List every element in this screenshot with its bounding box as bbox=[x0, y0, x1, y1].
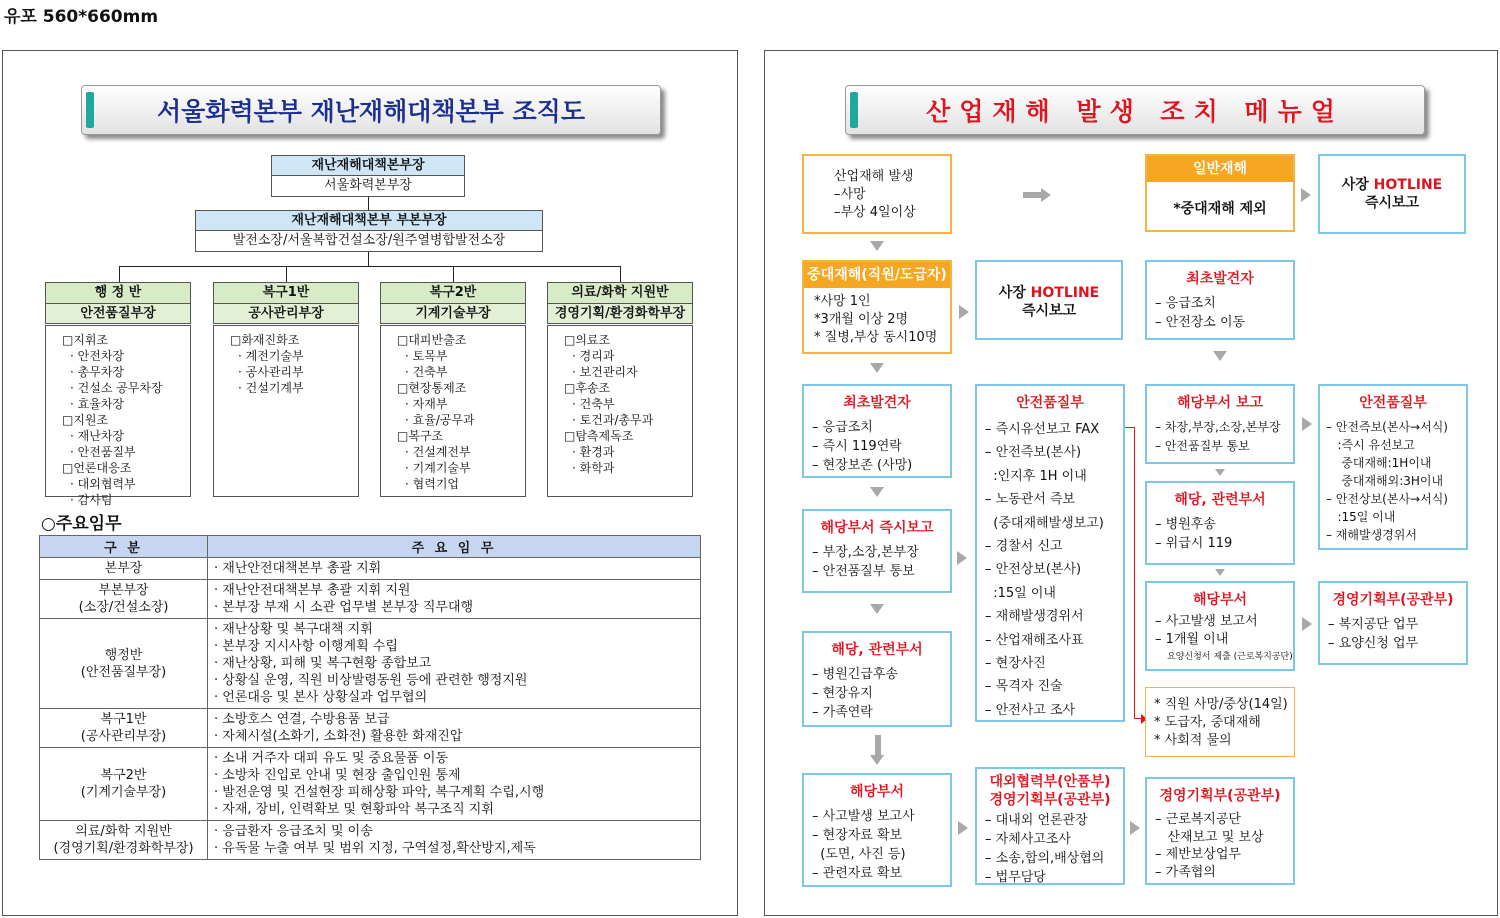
box-note: 요양신청서 제출 (근로복지공단) bbox=[1167, 652, 1293, 662]
team-item: · 협력기업 bbox=[405, 477, 459, 491]
duty-category: 본부장 bbox=[40, 558, 208, 580]
hotline-label: 사장 bbox=[1341, 177, 1374, 193]
title-accent-tab bbox=[86, 92, 94, 128]
duty-task: · 자재, 장비, 인력확보 및 현황파악 복구조직 지휘 bbox=[214, 802, 494, 817]
arrow-down bbox=[1215, 469, 1225, 476]
box-line: :15일 이내 bbox=[985, 585, 1056, 601]
dept-left-box bbox=[802, 773, 952, 887]
box-line: – 산업재해조사표 bbox=[985, 632, 1084, 648]
team-item: · 계전기술부 bbox=[238, 349, 304, 363]
dept-report-right-box bbox=[1145, 384, 1295, 464]
duty-category: 복구2반 (기계기술부장) bbox=[40, 748, 208, 821]
box-line: – 즉시 119연락 bbox=[812, 439, 902, 454]
note-line: * 사회적 물의 bbox=[1154, 733, 1232, 748]
duty-task: · 본부장 부재 시 소관 업무별 본부장 직무대행 bbox=[214, 600, 474, 615]
arrow-down bbox=[870, 755, 884, 765]
box-line: – 안전상보(본사) bbox=[985, 562, 1082, 578]
box-line: – 위급시 119 bbox=[1155, 536, 1233, 551]
hotline-box-1 bbox=[1318, 154, 1466, 234]
safety-right-box bbox=[1318, 384, 1468, 550]
box-body bbox=[1320, 609, 1466, 653]
box-line: – 안전사고 조사 bbox=[985, 702, 1076, 718]
box-line: – 안전즉보(본사→서식) bbox=[1326, 420, 1448, 434]
connector bbox=[453, 266, 454, 282]
box-body bbox=[804, 801, 950, 883]
manual-title-text: 산업재해 발생 조치 메뉴얼 bbox=[926, 97, 1344, 126]
duty-category: 의료/화학 지원반 (경영기획/환경화학부장) bbox=[40, 821, 208, 860]
dept-right-box bbox=[1145, 581, 1295, 671]
table-row bbox=[40, 619, 701, 709]
team-list-recovery2 bbox=[380, 325, 526, 497]
box-head: 경영기획부(공관부) bbox=[989, 792, 1111, 808]
team-item: · 건설계전부 bbox=[405, 445, 471, 459]
general-body: *중대재해 제외 bbox=[1173, 201, 1267, 217]
team-lead: 공사관리부장 bbox=[214, 303, 358, 323]
connector bbox=[286, 266, 287, 282]
box-line: – 차장,부장,소장,본부장 bbox=[1155, 420, 1281, 434]
dept-related-left-box bbox=[802, 631, 952, 727]
box-line: – 복지공단 업무 bbox=[1328, 617, 1419, 632]
box-line: – 노동관서 즉보 bbox=[985, 492, 1076, 508]
mgmt-bottom-box bbox=[1145, 777, 1295, 885]
duty-task: · 본부장 지시사항 이행계획 수립 bbox=[214, 639, 398, 654]
box-body bbox=[804, 537, 950, 581]
team-item: · 공사관리부 bbox=[238, 365, 304, 379]
box-line: :즉시 유선보고 bbox=[1326, 438, 1415, 452]
duty-category: 부본부장 (소장/건설소장) bbox=[40, 580, 208, 619]
box-body bbox=[977, 809, 1123, 887]
box-line: – 현장유지 bbox=[812, 686, 873, 701]
arrow-right bbox=[1041, 188, 1051, 202]
team-item: · 경리과 bbox=[572, 349, 615, 363]
box-line: – 안전장소 이동 bbox=[1155, 315, 1246, 330]
team-item: · 총무차장 bbox=[70, 365, 124, 379]
box-line: – 근로복지공단 bbox=[1155, 812, 1241, 827]
team-lead: 기계기술부장 bbox=[381, 303, 525, 323]
team-item: □후송조 bbox=[564, 381, 611, 395]
box-line: – 자체사고조사 bbox=[985, 832, 1071, 847]
red-connector bbox=[1134, 427, 1135, 719]
note-line: * 도급자, 중대재해 bbox=[1154, 715, 1261, 730]
duty-task: · 응급환자 응급조치 및 이송 bbox=[214, 824, 373, 839]
box-line: – 즉시유선보고 FAX bbox=[985, 422, 1100, 437]
mgmt-right-box bbox=[1318, 581, 1468, 665]
box-body bbox=[1147, 509, 1293, 553]
serious-line: *사망 1인 bbox=[814, 294, 871, 309]
duty-task: · 자체시설(소화기, 소화전) 활용한 화재진압 bbox=[214, 729, 463, 744]
team-item: · 건설소 공무차장 bbox=[70, 381, 163, 395]
title-accent-tab bbox=[850, 92, 858, 128]
first-finder-right-box bbox=[1145, 260, 1295, 340]
box-line: – 목격자 진술 bbox=[985, 679, 1063, 695]
box-line: – 안전품질부 통보 bbox=[1155, 439, 1250, 453]
serious-box bbox=[802, 260, 952, 354]
table-row bbox=[40, 558, 701, 580]
arrow-right bbox=[1130, 821, 1140, 835]
team-item: · 환경과 bbox=[572, 445, 615, 459]
team-item: · 대외협력부 bbox=[70, 477, 136, 491]
deputy-box bbox=[195, 210, 543, 252]
start-line: 산업재해 발생 bbox=[834, 169, 914, 184]
arrow-right bbox=[1302, 617, 1312, 631]
team-head-admin bbox=[45, 282, 191, 324]
team-item: □탐측제독조 bbox=[564, 429, 634, 443]
team-item: · 토목부 bbox=[405, 349, 448, 363]
box-line: – 응급조치 bbox=[1155, 296, 1216, 311]
box-line: – 요양신청 업무 bbox=[1328, 636, 1419, 651]
duties-table bbox=[39, 535, 701, 860]
arrow-down bbox=[870, 363, 884, 373]
connector bbox=[620, 266, 621, 282]
box-line: – 안전즉보(본사) bbox=[985, 445, 1082, 461]
box-line: (도면, 사진 등) bbox=[812, 847, 906, 862]
hotline-action: 즉시보고 bbox=[1364, 195, 1420, 211]
dept-related-right-box bbox=[1145, 481, 1295, 565]
team-name: 의료/화학 지원반 bbox=[548, 283, 692, 303]
team-item: · 효율차장 bbox=[70, 397, 124, 411]
arrow-down bbox=[870, 604, 884, 614]
org-chart-title-text: 서울화력본부 재난재해대책본부 조직도 bbox=[157, 97, 585, 126]
team-list-medical bbox=[547, 325, 693, 497]
duty-task: · 재난상황 및 복구대책 지휘 bbox=[214, 622, 373, 637]
top-caption: 유포 560*660mm bbox=[4, 7, 159, 27]
head-person: 서울화력본부장 bbox=[324, 178, 412, 193]
duty-task: · 재난안전대책본부 총괄 지휘 지원 bbox=[214, 583, 411, 598]
box-line: – 병원후송 bbox=[1155, 517, 1216, 532]
team-name: 복구1반 bbox=[214, 283, 358, 303]
box-head: 해당, 관련부서 bbox=[1174, 492, 1266, 508]
arrow-right bbox=[959, 305, 969, 319]
box-line: – 현장자료 확보 bbox=[812, 828, 903, 843]
duty-tasks bbox=[208, 619, 701, 709]
duty-task: · 소방차 진입로 안내 및 현장 출입인원 통제 bbox=[214, 768, 461, 783]
arrow-right bbox=[957, 551, 967, 565]
manual-panel bbox=[764, 50, 1498, 916]
table-row bbox=[40, 748, 701, 821]
team-item: □지휘조 bbox=[62, 333, 109, 347]
box-head: 안전품질부 bbox=[1016, 395, 1084, 411]
team-item: □언론대응조 bbox=[62, 461, 132, 475]
box-body bbox=[804, 412, 950, 475]
team-item: □현장통제조 bbox=[397, 381, 467, 395]
box-body bbox=[804, 659, 950, 722]
box-head: 해당부서 보고 bbox=[1176, 395, 1264, 411]
box-body bbox=[1147, 288, 1293, 332]
duties-col-tasks: 주 요 임 무 bbox=[208, 536, 701, 558]
team-item: · 안전차장 bbox=[70, 349, 124, 363]
team-item: □화재진화조 bbox=[230, 333, 300, 347]
serious-line: *3개월 이상 2명 bbox=[814, 312, 909, 327]
box-line: :15일 이내 bbox=[1326, 510, 1396, 524]
box-head: 최초발견자 bbox=[843, 395, 911, 411]
duty-task: · 발전운영 및 건설현장 피해상황 파악, 복구계획 수립,시행 bbox=[214, 785, 545, 800]
serious-head: 중대재해(직원/도급자) bbox=[804, 262, 950, 288]
duties-col-category: 구 분 bbox=[40, 536, 208, 558]
team-item: · 건축부 bbox=[572, 397, 615, 411]
box-line: 중대재해외:3H이내 bbox=[1326, 474, 1444, 488]
box-line: – 제반보상업무 bbox=[1155, 847, 1241, 862]
team-item: □대피반출조 bbox=[397, 333, 467, 347]
safety-center-box bbox=[975, 384, 1125, 722]
box-line: – 가족연락 bbox=[812, 705, 873, 720]
arrow-down bbox=[870, 241, 884, 251]
start-box bbox=[802, 154, 952, 234]
head-role: 재난재해대책본부장 bbox=[272, 156, 464, 176]
deputy-role: 재난재해대책본부 부본부장 bbox=[196, 211, 542, 231]
connector bbox=[368, 252, 369, 266]
team-lead: 안전품질부장 bbox=[46, 303, 190, 323]
team-name: 행 정 반 bbox=[46, 283, 190, 303]
team-head-medical bbox=[547, 282, 693, 324]
arrow-stem bbox=[875, 735, 881, 755]
box-line: (중대재해발생보고) bbox=[985, 515, 1104, 531]
duties-heading: ○주요임무 bbox=[41, 514, 122, 534]
duty-tasks bbox=[208, 709, 701, 748]
serious-line: * 질병,부상 동시10명 bbox=[814, 330, 938, 345]
box-line: – 안전상보(본사→서식) bbox=[1326, 492, 1448, 506]
box-line: – 응급조치 bbox=[812, 420, 873, 435]
connector bbox=[119, 266, 621, 267]
box-body bbox=[1320, 412, 1466, 544]
box-line: – 재해발생경위서 bbox=[1326, 528, 1417, 542]
box-line: – 관련자료 확보 bbox=[812, 866, 903, 881]
team-item: □지원조 bbox=[62, 413, 109, 427]
team-item: · 감사팀 bbox=[70, 493, 113, 507]
team-item: □의료조 bbox=[564, 333, 611, 347]
box-line: – 사고발생 보고사 bbox=[812, 809, 915, 824]
box-body bbox=[1147, 412, 1293, 456]
duty-task: · 재난상황, 피해 및 복구현황 종합보고 bbox=[214, 656, 432, 671]
box-line: – 현장보존 (사망) bbox=[812, 458, 913, 473]
arrow-stem bbox=[1023, 192, 1041, 198]
team-item: · 재난차장 bbox=[70, 429, 124, 443]
table-row bbox=[40, 821, 701, 860]
box-body bbox=[1147, 609, 1293, 649]
box-line: 중대재해:1H이내 bbox=[1326, 456, 1432, 470]
box-head: 해당부서 즉시보고 bbox=[820, 520, 934, 536]
box-head: 경영기획부(공관부) bbox=[1332, 592, 1454, 608]
box-line: – 법무담당 bbox=[985, 870, 1046, 885]
team-item: □복구조 bbox=[397, 429, 444, 443]
box-head: 해당부서 bbox=[849, 784, 905, 800]
duty-tasks bbox=[208, 748, 701, 821]
connector bbox=[119, 266, 120, 282]
team-list-recovery1 bbox=[213, 325, 359, 497]
box-line: 산재보고 및 보상 bbox=[1155, 829, 1264, 845]
arrow-right bbox=[958, 821, 968, 835]
duty-task: · 언론대응 및 본사 상황실과 업무협의 bbox=[214, 690, 428, 705]
table-row bbox=[40, 709, 701, 748]
team-list-admin bbox=[45, 325, 191, 507]
start-line: –부상 4일이상 bbox=[834, 205, 916, 220]
team-item: · 건축부 bbox=[405, 365, 448, 379]
box-line: – 대내외 언론관장 bbox=[985, 813, 1088, 828]
box-line: – 사고발생 보고서 bbox=[1155, 614, 1258, 629]
box-head: 해당, 관련부서 bbox=[831, 642, 923, 658]
box-line: – 가족협의 bbox=[1155, 864, 1216, 880]
duty-task: · 상황실 운영, 직원 비상발령동원 등에 관련한 행정지원 bbox=[214, 673, 528, 688]
general-box bbox=[1145, 154, 1295, 232]
box-body bbox=[1147, 805, 1293, 881]
hotline-word: HOTLINE bbox=[1373, 177, 1443, 193]
first-finder-left-box bbox=[802, 384, 952, 478]
box-line: – 경찰서 신고 bbox=[985, 539, 1063, 555]
start-line: –사망 bbox=[834, 187, 866, 202]
box-head: 최초발견자 bbox=[1186, 271, 1254, 287]
team-item: · 토건과/총무과 bbox=[572, 413, 654, 427]
box-line: :인지후 1H 이내 bbox=[985, 468, 1087, 484]
arrow-down bbox=[870, 487, 884, 497]
general-head: 일반재해 bbox=[1147, 156, 1293, 182]
head-box bbox=[271, 155, 465, 197]
team-item: · 기계기술부 bbox=[405, 461, 471, 475]
table-row bbox=[40, 580, 701, 619]
hotline-word: HOTLINE bbox=[1030, 285, 1100, 301]
team-head-recovery2 bbox=[380, 282, 526, 324]
team-item: · 자재부 bbox=[405, 397, 448, 411]
connector bbox=[368, 197, 369, 210]
dept-report-box bbox=[802, 509, 952, 593]
box-line: – 재해발생경위서 bbox=[985, 609, 1084, 625]
org-chart-title bbox=[81, 85, 661, 135]
box-line: – 현장사진 bbox=[985, 656, 1046, 672]
team-item: · 화학과 bbox=[572, 461, 615, 475]
manual-title bbox=[845, 85, 1425, 135]
arrow-down bbox=[1213, 351, 1227, 361]
team-lead: 경영기획/환경화학부장 bbox=[548, 303, 692, 323]
duty-task: · 유독물 누출 여부 및 범위 지정, 구역설정,확산방지,제독 bbox=[214, 841, 536, 856]
arrow-right bbox=[1302, 417, 1312, 431]
duty-task: · 소방호스 연결, 수방용품 보급 bbox=[214, 712, 390, 727]
external-box bbox=[975, 767, 1125, 885]
team-item: · 안전품질부 bbox=[70, 445, 136, 459]
box-head: 경영기획부(공관부) bbox=[1159, 788, 1281, 804]
duty-tasks bbox=[208, 821, 701, 860]
box-head: 안전품질부 bbox=[1359, 395, 1427, 411]
team-item: · 보건관리자 bbox=[572, 365, 638, 379]
arrow-right bbox=[1301, 188, 1311, 202]
deputy-person: 발전소장/서울복합건설소장/원주열병합발전소장 bbox=[232, 233, 506, 248]
box-line: – 안전품질부 통보 bbox=[812, 564, 915, 579]
box-head: 해당부서 bbox=[1192, 592, 1248, 608]
duty-task: · 소내 거주자 대피 유도 및 중요물품 이동 bbox=[214, 751, 448, 766]
box-line: – 소송,합의,배상협의 bbox=[985, 851, 1105, 866]
hotline-label: 사장 bbox=[998, 285, 1031, 301]
arrow-down bbox=[1215, 569, 1225, 576]
hotline-box-2 bbox=[975, 260, 1123, 340]
duty-tasks bbox=[208, 580, 701, 619]
team-head-recovery1 bbox=[213, 282, 359, 324]
box-line: – 병원긴급후송 bbox=[812, 667, 898, 682]
hotline-action: 즉시보고 bbox=[1021, 303, 1077, 319]
note-line: * 직원 사망/중상(14일) bbox=[1154, 697, 1288, 712]
duty-category: 복구1반 (공사관리부장) bbox=[40, 709, 208, 748]
note-box bbox=[1145, 687, 1295, 757]
box-body bbox=[977, 412, 1123, 722]
duty-category: 행정반 (안전품질부장) bbox=[40, 619, 208, 709]
org-chart-panel bbox=[2, 50, 738, 916]
box-line: – 1개월 이내 bbox=[1155, 632, 1229, 647]
box-line: – 부장,소장,본부장 bbox=[812, 545, 919, 560]
team-item: · 건설기계부 bbox=[238, 381, 304, 395]
duty-task: · 재난안전대책본부 총괄 지휘 bbox=[214, 561, 382, 576]
duty-tasks bbox=[208, 558, 701, 580]
team-item: · 효율/공무과 bbox=[405, 413, 475, 427]
team-name: 복구2반 bbox=[381, 283, 525, 303]
box-head: 대외협력부(안품부) bbox=[989, 774, 1111, 790]
